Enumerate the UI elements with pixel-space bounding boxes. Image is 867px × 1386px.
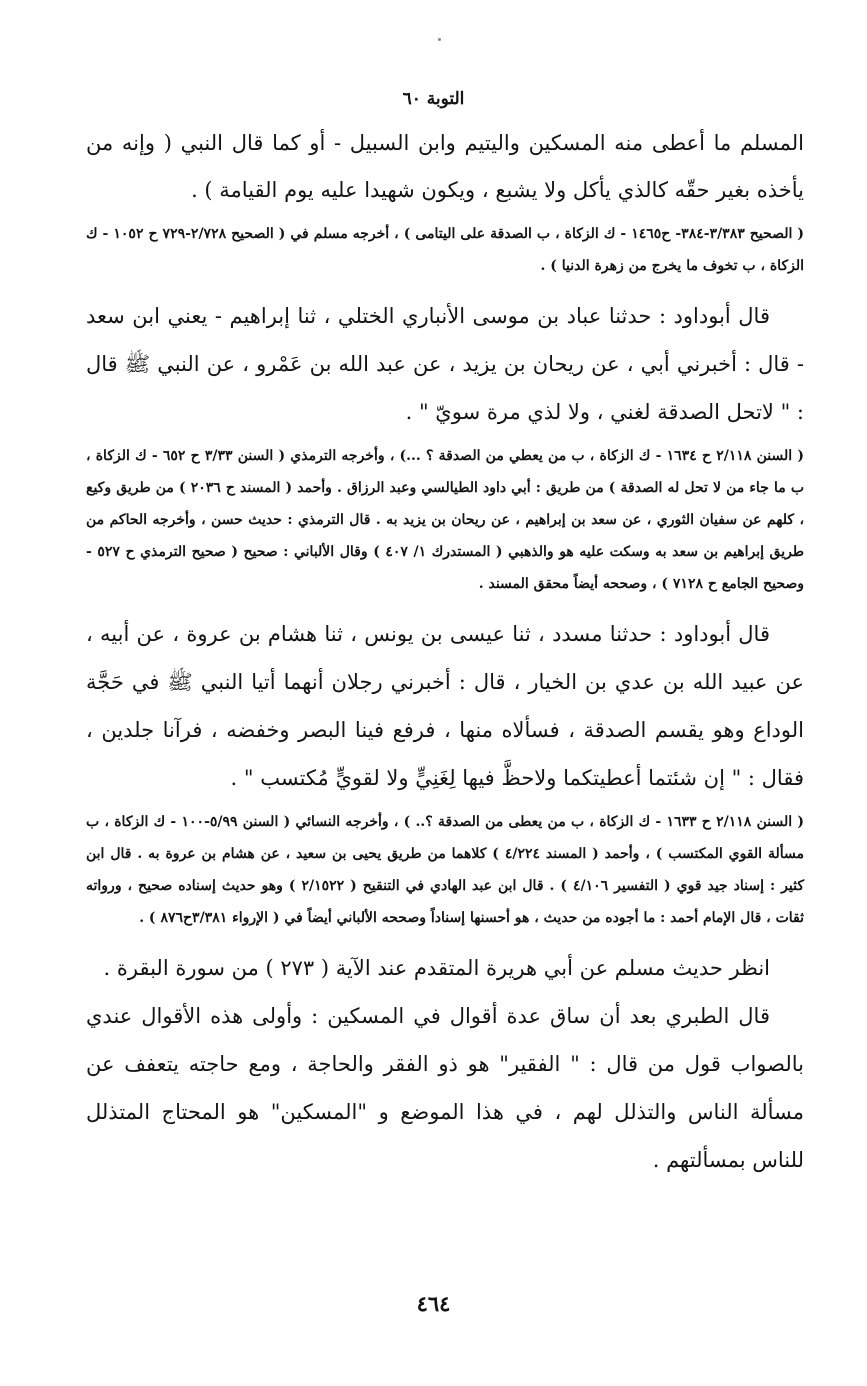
running-header: التوبة ٦٠ [402,89,465,109]
footnote-1: ( الصحيح ٣/٣٨٣-٣٨٤- ح١٤٦٥ - ك الزكاة ، ب الصدقة على اليتامى ) ، أخرجه مسلم في ( الصحيح ٢/٧٢٨-٧٢٩ ح ١٠٥٢ - ك الزكاة ، ب تخوف ما يخرج من زهرة الدنيا ) . [86,226,805,274]
scan-dot [438,38,441,41]
paragraph-3: قال أبوداود : حدثنا مسدد ، ثنا عيسى بن يونس ، ثنا هشام بن عروة ، عن أبيه ، عن عبيد الله بن عدي بن الخيار ، قال : أخبرني رجلان أنهما أتيا النبي ﷺ في حَجَّة الوداع وهو يقسم الصدقة ، فسألاه منها ، فرفع فينا البصر وخفضه ، فرآنا جلدين ، فقال : " إن شئتما أعطيتكما ولاحظَّ فيها لِغَنِيٍّ ولا لقويٍّ مُكتسب " . [86,622,804,790]
footnote-3: ( السنن ٢/١١٨ ح ١٦٣٣ - ك الزكاة ، ب من يعطى من الصدقة ؟.. ) ، وأخرجه النسائي ( السنن ٥/٩٩-١٠٠ - ك الزكاة ، ب مسألة القوي المكتسب ) ، وأحمد ( المسند ٤/٢٢٤ ) كلاهما من طريق يحيى بن سعيد ، عن هشام بن عروة به . قال ابن كثير : إسناد جيد قوي ( التفسير ٤/١٠٦ ) . قال ابن عبد الهادي في التنقيح ( ٢/١٥٢٢ ) وهو حديث إسناده صحيح ، ورواته ثقات ، قال الإمام أحمد : ما أجوده من حديث ، هو أحسنها إسناداً وصححه الألباني أيضاً في ( الإرواء ٣/٣٨١ح٨٧٦ ) . [86,814,804,926]
paragraph-1: المسلم ما أعطى منه المسكين واليتيم وابن السبيل - أو كما قال النبي ( وإنه من يأخذه بغير حقّه كالذي يأكل ولا يشبع ، ويكون شهيدا عليه يوم القيامة ) . [86,131,804,202]
paragraph-5: قال الطبري بعد أن ساق عدة أقوال في المسكين : وأولى هذه الأقوال عندي بالصواب قول من قال : " الفقير" هو ذو الفقر والحاجة ، ومع حاجته يتعفف عن مسألة الناس والتذلل لهم ، في هذا الموضع و "المسكين" هو المحتاج المتذلل للناس بمسألتهم . [86,1004,804,1172]
footnote-2: ( السنن ٢/١١٨ ح ١٦٣٤ - ك الزكاة ، ب من يعطي من الصدقة ؟ ...) ، وأخرجه الترمذي ( السنن ٣/٣٣ ح ٦٥٢ - ك الزكاة ، ب ما جاء من لا تحل له الصدقة ) من طريق : أبي داود الطيالسي وعبد الرزاق . وأحمد ( المسند ح ٢٠٣٦ ) من طريق وكيع ، كلهم عن سفيان الثوري ، عن سعد بن إبراهيم ، عن ريحان بن يزيد به . قال الترمذي : حديث حسن ، وأخرجه الحاكم من طريق إبراهيم بن سعد به وسكت عليه هو والذهبي ( المستدرك ١/ ٤٠٧ ) وقال الألباني : صحيح ( صحيح الترمذي ح ٥٢٧ - وصحيح الجامع ح ٧١٢٨ ) ، وصححه أيضاً محقق المسند . [86,448,804,592]
paragraph-4: انظر حديث مسلم عن أبي هريرة المتقدم عند الآية ( ٢٧٣ ) من سورة البقرة . [103,956,770,980]
paragraph-2: قال أبوداود : حدثنا عباد بن موسى الأنباري الختلي ، ثنا إبراهيم - يعني ابن سعد - قال : أخبرني أبي ، عن ريحان بن يزيد ، عن عبد الله بن عَمْرو ، عن النبي ﷺ قال : " لاتحل الصدقة لغني ، ولا لذي مرة سويّ " . [86,304,804,424]
page-number: ٤٦٤ [416,1291,451,1316]
page-body [86,120,804,1184]
